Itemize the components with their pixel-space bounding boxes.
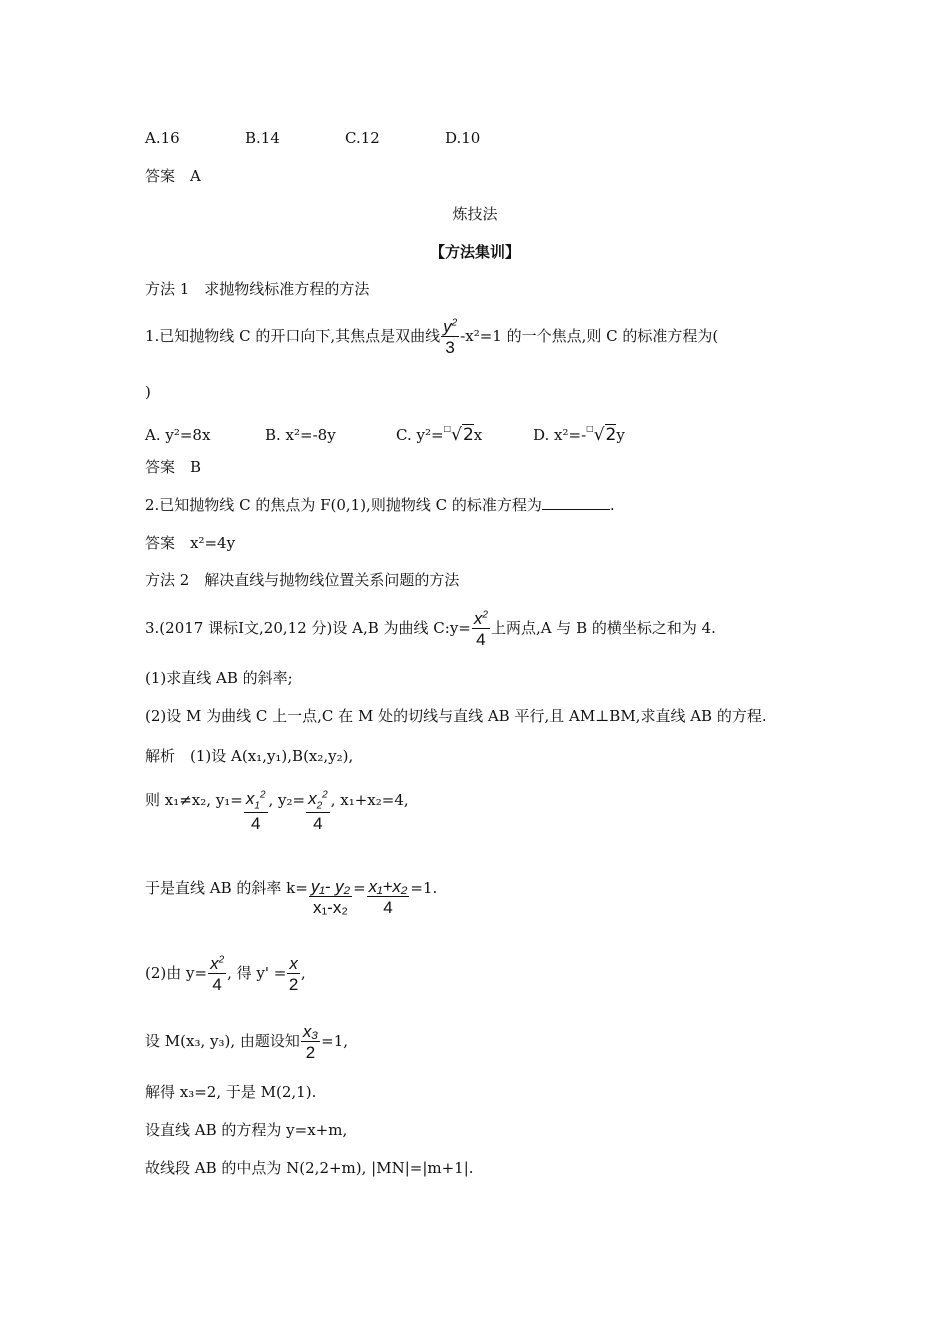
q1-text-post: -x²=1 的一个焦点,则 C 的标准方程为( bbox=[460, 327, 719, 345]
p2-frac-2: $\frac{x}{2}$ bbox=[288, 954, 299, 994]
option-d: D.10 bbox=[445, 129, 481, 147]
subsection-title: 【方法集训】 bbox=[429, 243, 520, 261]
question-2: 2.已知抛物线 C 的焦点为 F(0,1),则抛物线 C 的标准方程为 . bbox=[145, 496, 615, 514]
answer-blank bbox=[542, 495, 610, 510]
p2-frac-1: $\frac{x^2}{4}$ bbox=[210, 954, 225, 994]
q1-option-b: B. x²=-8y bbox=[265, 426, 336, 444]
frac-y2: $\frac{x_2^2}{4}$ bbox=[308, 789, 328, 834]
solution-intro: 解析 (1)设 A(x₁,y₁),B(x₂,y₂), bbox=[145, 747, 354, 765]
q3-fraction: $\frac{x^2}{4}$ bbox=[473, 609, 488, 649]
frac-y1: $\frac{x_1^2}{4}$ bbox=[245, 789, 266, 834]
question-1 bbox=[145, 318, 718, 356]
option-b: B.14 bbox=[245, 129, 280, 147]
section-title: 炼技法 bbox=[452, 205, 498, 223]
midpoint-line: 故线段 AB 的中点为 N(2,2+m), |MN|=|m+1|. bbox=[145, 1159, 474, 1177]
q1-text-pre: 1.已知抛物线 C 的开口向下,其焦点是双曲线 bbox=[145, 327, 441, 345]
slope-frac-2: $\frac{\text{x₁+x₂}}{4}$ bbox=[368, 877, 408, 917]
q1-option-c: C. y²=□√2x bbox=[396, 424, 483, 445]
method-2-heading: 方法 2 解决直线与抛物线位置关系问题的方法 bbox=[145, 571, 460, 589]
q2-answer: 答案 x²=4y bbox=[145, 534, 236, 552]
method-1-heading: 方法 1 求抛物线标准方程的方法 bbox=[145, 280, 370, 298]
m-frac: $\frac{\text{x₃}}{2}$ bbox=[302, 1022, 319, 1062]
q3-part-1: (1)求直线 AB 的斜率; bbox=[145, 669, 293, 687]
q1-options bbox=[145, 419, 625, 445]
option-a: A.16 bbox=[145, 129, 180, 147]
top-answer: 答案 A bbox=[145, 167, 201, 185]
part-2-derivative: (2)由 y= $\frac{x^2}{4}$ , 得 y' = $\frac{x}{2}$ , bbox=[145, 954, 306, 994]
slope-line: 于是直线 AB 的斜率 k= $\frac{\text{y₁- y₂}}{\text{x₁-x₂}}$ = $\frac{\text{x₁+x₂}}{4}$ =1. bbox=[145, 877, 438, 917]
solution-line-2: 则 x₁≠x₂, y₁= $\frac{x_1^2}{4}$ , y₂= $\frac{x_2^2}{4}$ , x₁+x₂=4, bbox=[145, 789, 409, 834]
solve-line: 解得 x₃=2, 于是 M(2,1). bbox=[145, 1083, 317, 1101]
sqrt-icon: □√2 bbox=[586, 424, 617, 445]
option-c: C.12 bbox=[345, 129, 380, 147]
q3-part-2: (2)设 M 为曲线 C 上一点,C 在 M 处的切线与直线 AB 平行,且 AM⊥BM,求直线 AB 的方程. bbox=[145, 707, 767, 725]
q1-option-a: A. y²=8x bbox=[145, 426, 211, 444]
sqrt-icon: □√2 bbox=[443, 424, 474, 445]
q1-close-paren: ) bbox=[145, 383, 151, 401]
slope-frac-1: $\frac{\text{y₁- y₂}}{\text{x₁-x₂}}$ bbox=[310, 877, 351, 917]
top-options-row bbox=[145, 128, 480, 148]
set-m-line: 设 M(x₃, y₃), 由题设知 $\frac{\text{x₃}}{2}$ =1, bbox=[145, 1022, 349, 1062]
question-3: 3.(2017 课标Ⅰ文,20,12 分)设 A,B 为曲线 C:y= $\frac{x^2}{4}$ 上两点,A 与 B 的横坐标之和为 4. bbox=[145, 609, 716, 649]
q1-fraction: $\frac{y^2}{3}$ bbox=[443, 317, 458, 357]
q1-answer: 答案 B bbox=[145, 458, 202, 476]
q1-option-d: D. x²=-□√2y bbox=[533, 424, 625, 445]
line-eq: 设直线 AB 的方程为 y=x+m, bbox=[145, 1121, 348, 1139]
